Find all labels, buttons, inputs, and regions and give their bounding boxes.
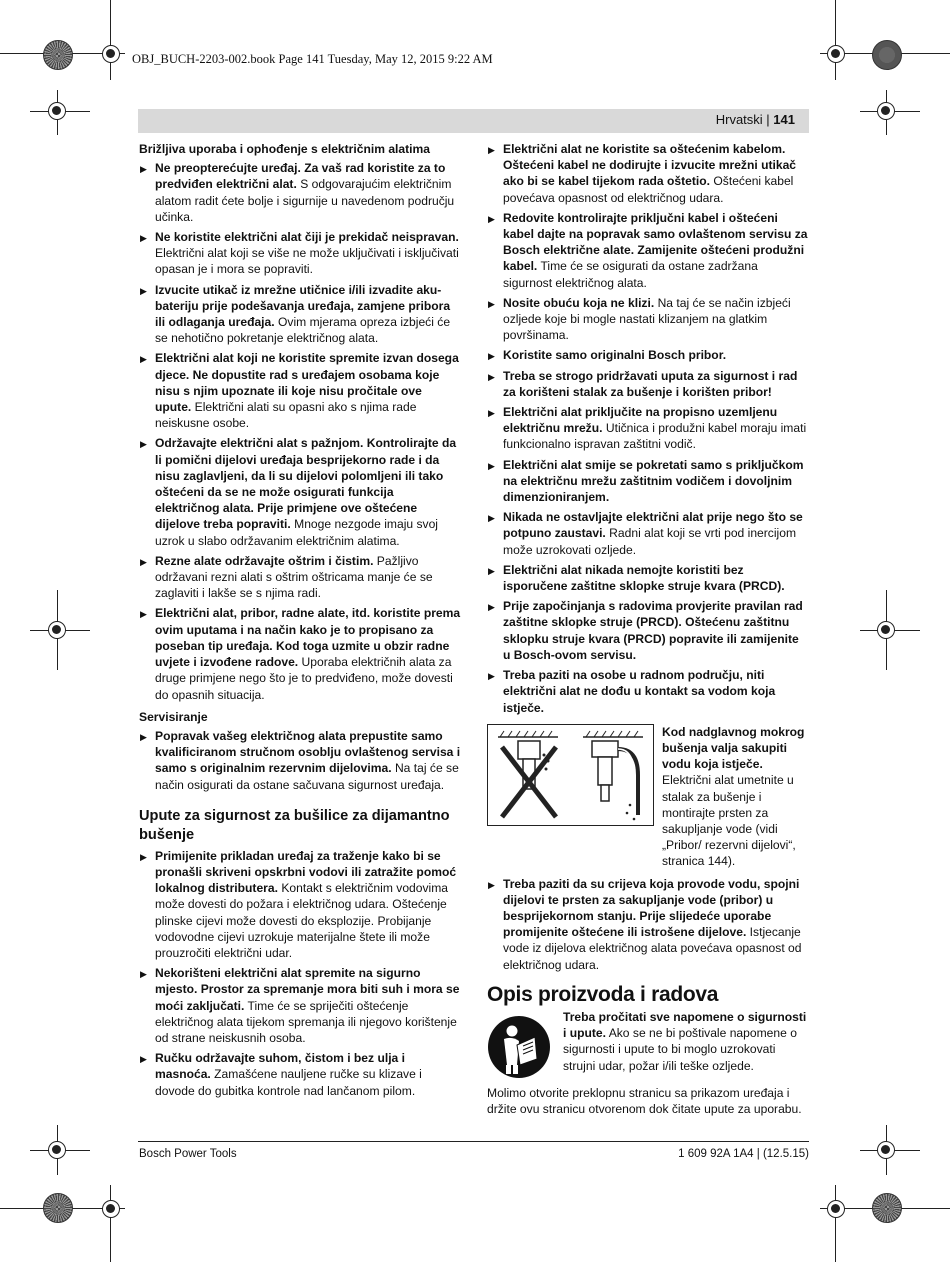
list-item-text: S odgovarajućim električnim alatom radit ćete bolje i sigurnije u navedenom području učinka. (155, 177, 455, 224)
list-item-text: Na taj će se način osigurati da ostane sačuvana sigurnost uređaja. (155, 761, 459, 792)
crop-line (110, 1185, 111, 1262)
list-item (139, 229, 461, 278)
print-mark: OBJ_BUCH-2203-002.book Page 141 Tuesday, May 12, 2015 9:22 AM (132, 52, 493, 66)
header-separator: | (762, 112, 774, 127)
figure-caption (662, 724, 809, 870)
list-item-text: Oštećeni kabel povećava opasnost od električnog udara. (503, 174, 794, 205)
read-manual-icon (487, 1015, 551, 1079)
list-item-bold: Ne koristite električni alat čiji je prekidač neispravan. (155, 230, 459, 245)
list-item-bold: Prije započinjanja s radovima provjerite pravilan rad zaštitne sklopke struje (PRCD). Oštećenu zaštitnu sklopku struje kvara (PRCD) popravite ili zamijenite u Bosch-ovom servisu. (503, 599, 803, 662)
color-rosette-icon (43, 1193, 73, 1223)
warning-text-bold: Treba pročitati sve napomene o sigurnosti i upute. (563, 1009, 807, 1041)
header-page-number: 141 (773, 112, 795, 127)
list-item-bold: Nikada ne ostavljajte električni alat prije nego što se potpuno zaustavi. (503, 510, 803, 541)
list-item-text: Istjecanje vode iz dijelova električnog alata povećava opasnost od električnog udara. (503, 925, 802, 972)
warning-text (563, 1009, 809, 1079)
page-header (138, 109, 809, 133)
registration-mark-icon (827, 45, 845, 63)
section-title: Servisiranje (139, 709, 208, 724)
list-item (139, 728, 461, 793)
footer-divider (138, 1141, 809, 1142)
footer-right: 1 609 92A 1A4 | (12.5.15) (678, 1148, 809, 1160)
drill-safety-list (139, 848, 461, 1099)
list-item (487, 876, 809, 973)
read-manual-warning (487, 1009, 809, 1079)
list-item (139, 553, 461, 602)
list-item-text: Mnoge nezgode imaju svoj uzrok u slabo održavanim električnim alatima. (155, 517, 438, 548)
list-item-text: Kontakt s električnim vodovima može dovesti do požara i električnog udara. Oštećenje plinske cijevi može dovesti do eksplozije. Probijanje vodovodne cijevi uzrokuje materijalne štete ili može prouzročiti električni udar. (155, 881, 449, 960)
registration-mark-icon (102, 45, 120, 63)
list-item-bold: Električni alat, pribor, radne alate, itd. koristite prema ovim uputama i na način kako je to propisano za poseban tip uređaja. Kod toga uzmite u obzir radne uvjete i izvođene radove. (155, 606, 461, 670)
warning-text-body: Ako se ne bi poštivale napomene o sigurnosti i upute to bi moglo uzrokovati strujni udar, požar i/ili teške ozljede. (563, 1026, 797, 1073)
safety-list (487, 876, 809, 973)
list-item-bold: Popravak vašeg električnog alata prepustite samo kvalificiranom stručnom osoblju ovlaštenog servisa i samo s originalnim rezervnim dijelovima. (155, 728, 461, 776)
list-item (487, 347, 809, 363)
registration-mark-icon (102, 1200, 120, 1218)
figure-caption-text: Električni alat umetnite u stalak za bušenje i montirajte prsten za sakupljanje vode (vidi „Pribor/ rezervni dijelovi“, stranica 144). (662, 773, 796, 869)
safety-list (139, 160, 461, 703)
list-item (487, 667, 809, 716)
list-item (487, 404, 809, 453)
overhead-drilling-illustration (487, 724, 654, 826)
registration-mark-icon (877, 621, 895, 639)
list-item-bold: Treba se strogo pridržavati uputa za sigurnost i rad za korišteni stalak za bušenje i korišten pribor! (503, 368, 798, 399)
service-list (139, 728, 461, 793)
list-item-text: Time će se spriječiti oštećenje električnog alata tijekom spremanja ili njegovo korištenje od strane neiskusnih osoba. (155, 998, 457, 1045)
list-item (139, 1050, 461, 1099)
list-item-text: Radni alat koji se vrti pod inercijom može uzrokovati ozljede. (503, 526, 797, 557)
list-item-bold: Održavajte električni alat s pažnjom. Kontrolirajte da li pomični dijelovi uređaja besprijekorno rade i da nisu zaglavljeni, da li su dijelovi polomljeni ili tako oštećeni da se ne može osigurati funkcija električnog alata. Prije primjene ove oštećene dijelove treba popraviti. (155, 436, 457, 532)
list-item-bold: Električni alat priključite na propisno uzemljenu električnu mrežu. (503, 405, 778, 436)
header-label (716, 112, 809, 127)
list-item (139, 435, 461, 548)
list-item-bold: Treba paziti na osobe u radnom području, niti električni alat ne dođu u kontakt sa vodom koja istječe. (503, 668, 776, 715)
list-item-bold: Nosite obuću koja ne klizi. (503, 295, 655, 310)
list-item-bold: Električni alat koji ne koristite spremite izvan dosega djece. Ne dopustite rad s uređajem osobama koje nisu s njim upoznate ili koje nisu pročitale ove upute. (155, 351, 459, 415)
list-item-text: Na taj će se način izbjeći ozljede koje bi mogle nastati klizanjem na glatkim površinama. (503, 295, 791, 343)
right-column (487, 141, 809, 1117)
list-item (139, 848, 461, 961)
list-item-bold: Rezne alate održavajte oštrim i čistim. (155, 553, 374, 568)
registration-mark-icon (877, 102, 895, 120)
list-item (139, 350, 461, 431)
list-item-bold: Električni alat nikada nemojte koristiti bez isporučene zaštitne sklopke struje kvara (PRCD). (503, 562, 785, 594)
list-item-bold: Treba paziti da su crijeva koja provode vodu, spojni dijelovi te prsten za sakupljanje vode (pribor) u besprijekornom stanju. Prije slijedeće uporabe promijenite oštećene ili istrošene dijelove. (503, 876, 800, 940)
list-item (487, 457, 809, 506)
list-item (139, 965, 461, 1046)
section-heading: Upute za sigurnost za bušilice za dijamantno bušenje (139, 807, 450, 843)
registration-mark-icon (48, 621, 66, 639)
list-item (487, 210, 809, 291)
list-item-bold: Ne preopterećujte uređaj. Za vaš rad koristite za to predviđen električni alat. (155, 161, 446, 192)
list-item (487, 562, 809, 594)
registration-mark-icon (48, 102, 66, 120)
crop-line (835, 0, 836, 80)
list-item-text: Time će se osigurati da ostane zadržana sigurnost električnog alata. (503, 259, 758, 290)
section-heading: Opis proizvoda i radova (487, 982, 719, 1006)
list-item (487, 509, 809, 558)
list-item-bold: Izvucite utikač iz mrežne utičnice i/ili izvadite aku-bateriju prije podešavanja uređaja, zamjene pribora ili odlaganja uređaja. (155, 282, 451, 330)
crop-line (835, 1185, 836, 1262)
footer-left: Bosch Power Tools (139, 1148, 237, 1160)
list-item (139, 282, 461, 347)
left-column (139, 141, 461, 1103)
list-item-text: Uporaba električnih alata za druge primjene nego što je to predviđeno, može dovesti do opasnih situacija. (155, 655, 453, 702)
list-item (487, 295, 809, 344)
list-item-bold: Nekorišteni električni alat spremite na sigurno mjesto. Prostor za spremanje mora biti suh i mora se moći zaključati. (155, 966, 460, 1013)
figure-caption-bold: Kod nadglavnog mokrog bušenja valja sakupiti vodu koja istječe. (662, 724, 805, 772)
header-language: Hrvatski (715, 112, 763, 127)
list-item-text: Električni alati su opasni ako s njima rade neiskusne osobe. (155, 400, 417, 431)
color-rosette-icon (872, 1193, 902, 1223)
list-item-bold: Električni alat ne koristite sa oštećenim kabelom. Oštećeni kabel ne dodirujte i izvucite mrežni utikač ako bi se kabel tijekom rada oštetio. (503, 142, 797, 189)
list-item (139, 605, 461, 702)
section-title: Brižljiva uporaba i ophođenje s električnim alatima (139, 142, 431, 156)
list-item (487, 141, 809, 206)
list-item (487, 368, 809, 400)
closing-paragraph: Molimo otvorite preklopnu stranicu sa prikazom uređaja i držite ovu stranicu otvorenom dok čitate upute za uporabu. (487, 1085, 802, 1117)
list-item-bold: Koristite samo originalni Bosch pribor. (503, 348, 727, 363)
crop-line (110, 0, 111, 80)
safety-list (487, 141, 809, 716)
list-item-bold: Redovite kontrolirajte priključni kabel i oštećeni kabel dajte na popravak samo ovlaštenom servisu za Bosch električne alate. Zamijenite oštećeni produžni kabel. (503, 210, 808, 274)
list-item-text: Zamašćene nauljene ručke su klizave i dovode do gubitka kontrole nad lančanom pilom. (155, 1067, 422, 1098)
list-item-text: Pažljivo održavani rezni alati s oštrim oštricama manje će se zaglaviti i lakše se s njima radi. (155, 553, 433, 601)
color-rosette-icon (43, 40, 73, 70)
list-item (139, 160, 461, 225)
list-item-text: Ovim mjerama opreza izbjeći će se nehotično pokretanje električnog alata. (155, 315, 451, 346)
registration-mark-icon (48, 1141, 66, 1159)
overhead-drilling-figure (487, 724, 809, 870)
list-item-bold: Primijenite prikladan uređaj za traženje kako bi se pronašli skriveni opskrbni vodovi ili zatražite pomoć lokalnog distributera. (155, 848, 457, 896)
list-item-bold: Ručku održavajte suhom, čistom i bez ulja i masnoća. (155, 1051, 405, 1082)
color-rosette-icon (872, 40, 902, 70)
registration-mark-icon (827, 1200, 845, 1218)
list-item-bold: Električni alat smije se pokretati samo s priključkom na električnu mrežu zaštitnim vodičem i dovoljnim dimenzioniranjem. (503, 457, 804, 505)
list-item-text: Utičnica i produžni kabel moraju imati funkcionalno ispravan zaštitni vodič. (503, 421, 807, 452)
list-item-text: Električni alat koji se više ne može uključivati i isključivati opasan je i mora se popraviti. (155, 246, 459, 277)
list-item (487, 598, 809, 663)
registration-mark-icon (877, 1141, 895, 1159)
